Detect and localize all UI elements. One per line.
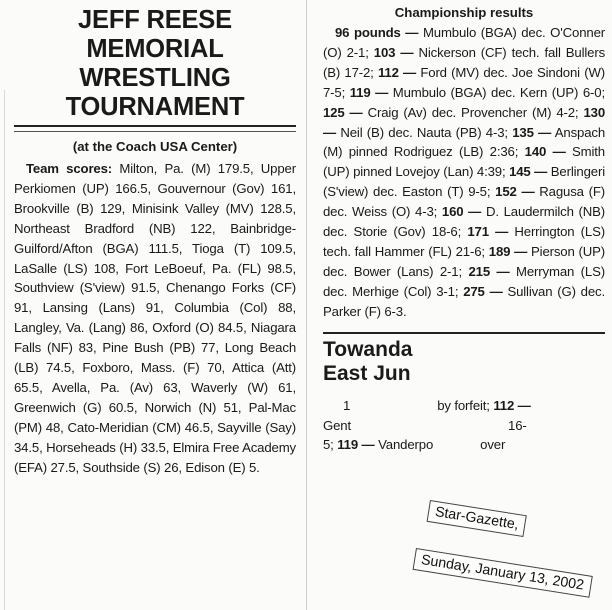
result-text: Ford (MV) dec. Joe Sindoni (W) 7-5;: [323, 64, 605, 100]
team-scores-label: Team scores:: [26, 161, 113, 176]
result-text: Mumbulo (BGA) dec. O'Conner (O) 2-1;: [323, 25, 605, 60]
result-weight: 145 —: [509, 164, 548, 180]
result-weight: 189 —: [488, 243, 528, 259]
result-text: Neil (B) dec. Nauta (PB) 4-3;: [336, 124, 513, 140]
team-scores-paragraph: [14, 159, 296, 478]
towanda-text-3c: Vanderpo: [378, 437, 434, 453]
result-text: D. Laudermilch (NB) dec. Storie (Gov) 18-6;: [323, 204, 605, 240]
left-edge-rule: [4, 90, 5, 610]
team-scores-text: Milton, Pa. (M) 179.5, Upper Perkiomen (UP) 166.5, Gouvernour (Gov) 161, Brookville (B) 129, Minisink Valley (MV) 128.5, Northeast Bradford (NB) 122, Bainbridge-Guilford/Afton (BGA) 111.5, Tioga (T) 109.5, LaSalle (LS) 108, Fort LeBoeuf, Pa. (FL) 98.5, Southview (S'view) 91.5, Chenango Forks (CF) 91, Lansing (Lans) 91, Columbia (Col) 88, Langley, Va. (Lang) 86, Oxford (O) 84.5, Niagara Falls (NF) 83, Pine Bush (PB) 77, Long Beach (LB) 74.5, Foxboro, Mass. (F) 70, Attica (Att) 65.5, Avella, Pa. (Av) 63, Waverly (W) 61, Greenwich (G) 60.5, Norwich (N) 51, Pal-Mac (PM) 48, Cato-Meridian (CM) 46.5, Sayville (Say) 34.5, Horseheads (H) 33.5, Elmira Free Academy (EFA) 27.5, Southside (S) 26, Edison (E) 5.: [14, 161, 296, 475]
towanda-headline: [323, 338, 605, 386]
headline-rule: [14, 125, 296, 127]
result-text: Berlingeri (S'view) dec. Easton (T) 9-5;: [323, 164, 605, 200]
result-weight: 130 —: [323, 104, 606, 140]
result-weight: 152 —: [495, 184, 535, 200]
result-weight: 135 —: [512, 124, 552, 140]
result-weight: 103 —: [373, 44, 414, 60]
result-text: Sullivan (G) dec. Parker (F) 6-3.: [323, 283, 605, 319]
right-column: [323, 4, 605, 455]
towanda-text-3d: over: [480, 437, 506, 453]
championship-results-paragraph: [323, 23, 605, 322]
result-weight: 215 —: [468, 263, 510, 279]
towanda-text-1: 1: [343, 397, 351, 413]
result-text: Nickerson (CF) tech. fall Bullers (B) 17-2;: [323, 44, 606, 80]
towanda-paragraph: [323, 396, 605, 456]
result-weight: 171 —: [467, 224, 509, 240]
result-weight: 275 —: [463, 283, 503, 299]
result-text: Craig (Av) dec. Provencher (M) 4-2;: [362, 104, 584, 120]
towanda-headline-line-2: East Jun: [323, 361, 411, 385]
result-text: Ragusa (F) dec. Weiss (O) 4-3;: [323, 184, 606, 220]
subhead-rule: [14, 131, 296, 132]
result-weight: 125 —: [323, 104, 363, 120]
towanda-weight-112: 112 —: [493, 397, 531, 413]
left-column: [14, 4, 296, 478]
towanda-text-2: Gent: [323, 417, 351, 433]
source-label: Star-Gazette,: [427, 500, 528, 537]
towanda-rule: [323, 332, 605, 334]
result-weight: 96 pounds —: [335, 25, 419, 40]
championship-subhead: Championship results: [394, 5, 534, 20]
result-text: Mumbulo (BGA) dec. Kern (UP) 6-0;: [388, 84, 605, 100]
column-divider: [306, 0, 307, 610]
towanda-weight-119: 119 —: [337, 437, 375, 453]
result-weight: 140 —: [524, 144, 566, 160]
towanda-text-3a: 5;: [323, 437, 334, 453]
result-text: Merryman (LS) dec. Merhige (Col) 3-1;: [323, 263, 605, 299]
result-text: Pierson (UP) dec. Bower (Lans) 2-1;: [323, 243, 606, 279]
location-subhead: (at the Coach USA Center): [72, 139, 238, 154]
date-label: Sunday, January 13, 2002: [413, 548, 593, 598]
result-text: Smith (UP) pinned Lovejoy (Lan) 4:39;: [323, 144, 605, 180]
towanda-headline-line-1: Towanda: [323, 337, 413, 361]
result-weight: 119 —: [349, 84, 389, 100]
towanda-text-2b: 16-: [508, 417, 527, 433]
result-text: Herrington (LS) tech. fall Hammer (FL) 21-6;: [323, 224, 605, 259]
result-text: Anspach (M) pinned Rodriguez (LB) 2:36;: [323, 124, 606, 160]
headline: JEFF REESE MEMORIAL WRESTLING TOURNAMENT: [65, 6, 245, 121]
towanda-text-1b: by forfeit;: [437, 397, 490, 413]
result-weight: 160 —: [441, 204, 482, 220]
result-weight: 112 —: [377, 64, 417, 80]
